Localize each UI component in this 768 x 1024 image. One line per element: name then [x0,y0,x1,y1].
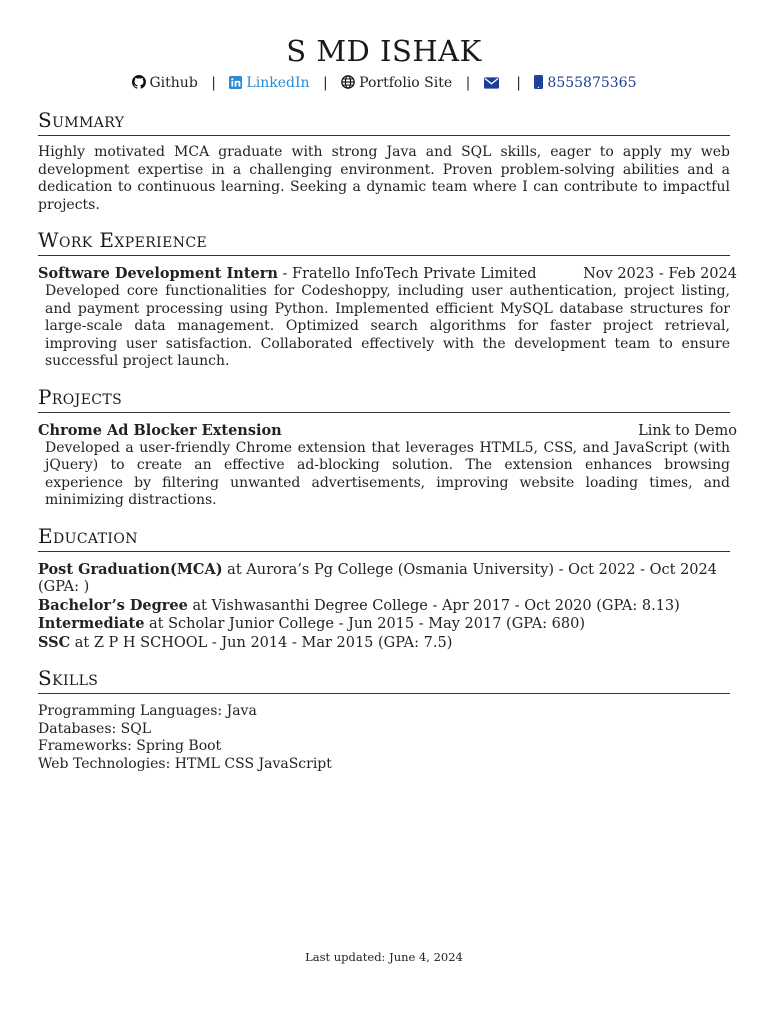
last-updated: Last updated: June 4, 2024 [305,950,463,964]
contact-separator: | [465,75,471,91]
education-item [38,634,730,653]
education-degree: Bachelor’s Degree [38,596,188,614]
email-link[interactable] [484,75,507,91]
education-detail: at Vishwasanthi Degree College - Apr 2017 - Oct 2020 (GPA: 8.13) [187,597,680,614]
project-description: Developed a user-friendly Chrome extension that leverages HTML5, CSS, and JavaScript (with jQuery) to create an effective ad-blocking solution. The extension enhances browsing experience by filtering unwanted advertisements, improving website loading times, and minimizing distractions. [45,439,730,508]
education-item [38,561,730,597]
education-degree: Post Graduation(MCA) [38,560,223,578]
linkedin-label: LinkedIn [246,75,310,91]
project-name: Chrome Ad Blocker Extension [38,421,282,439]
contact-separator: | [516,75,521,91]
portfolio-link[interactable] [341,75,456,91]
skills-list [38,703,730,773]
phone-label: 8555875365 [547,75,637,91]
work-dates: Nov 2023 - Feb 2024 [583,266,737,282]
phone-link[interactable] [534,75,636,91]
portfolio-label: Portfolio Site [359,75,453,91]
contact-separator: | [211,75,216,91]
resume-name: S MD ISHAK [286,34,482,68]
github-link[interactable] [132,75,203,91]
work-company: - Fratello InfoTech Private Limited [277,266,537,282]
section-title-projects: Projects [38,385,730,413]
project-demo-link[interactable]: Link to Demo [638,422,737,439]
github-icon [132,75,146,89]
education-detail: at Scholar Junior College - Jun 2015 - May 2017 (GPA: 680) [144,616,586,632]
linkedin-link[interactable] [229,75,314,91]
phone-icon [534,75,543,89]
education-list [38,561,730,653]
education-degree: Intermediate [38,615,145,632]
education-detail: at Aurora’s Pg College (Osmania University) - Oct 2022 - Oct 2024 (GPA: ) [38,561,717,595]
globe-icon [341,75,355,89]
github-label: Github [149,75,198,91]
section-title-education: Education [38,524,730,552]
resume-page [38,0,737,773]
work-description: Developed core functionalities for Codeshoppy, including user authentication, project listing, and payment processing using Python. Implemented efficient MySQL database structures for large-scale data management. Optimized search algorithms for faster project retrieval, improving user satisfaction. Collaborated effectively with the development team to ensure successful project launch. [45,283,730,369]
summary-text: Highly motivated MCA graduate with strong Java and SQL skills, eager to apply my web development expertise in a challenging environment. Proven problem-solving abilities and a dedication to continuous learning. Seeking a dynamic team where I can contribute to impactful projects. [38,144,730,213]
contact-separator: | [322,75,328,91]
section-title-work: Work Experience [38,228,730,256]
linkedin-icon [229,76,242,89]
work-role: Software Development Intern [38,265,278,282]
education-item [38,615,730,634]
envelope-icon [484,77,499,89]
skill-item: Databases: SQL [38,720,152,737]
contact-bar [38,74,730,92]
section-title-skills: Skills [38,666,730,694]
skill-item: Programming Languages: Java [38,703,257,719]
education-detail: at Z P H SCHOOL - Jun 2014 - Mar 2015 (GPA: 7.5) [70,634,453,651]
education-degree: SSC [38,633,71,651]
project-entry-header [38,422,737,440]
skill-item: Frameworks: Spring Boot [38,738,222,754]
skill-item: Web Technologies: HTML CSS JavaScript [38,755,332,772]
work-entry-header [38,265,737,283]
section-title-summary: Summary [38,108,730,136]
education-item [38,597,730,616]
